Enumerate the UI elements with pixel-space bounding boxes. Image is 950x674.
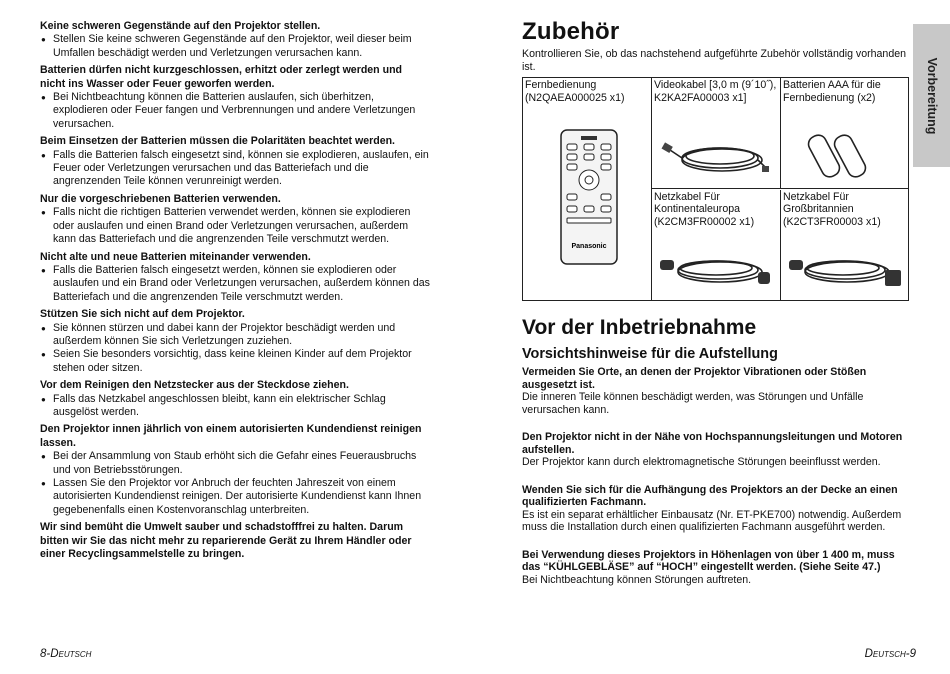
- precaution-heading: Wenden Sie sich für die Aufhängung des Projektors an der Decke an einen qualifizierten Fachmann.: [522, 483, 898, 508]
- video-cable-label: Videokabel [3,0 m (9´10˝), K2KA2FA00003 x1]: [654, 79, 777, 104]
- section-title: Vor der Inbetriebnahme: [522, 316, 757, 339]
- warning-bullet: ● Bei Nichtbeachtung können die Batterien auslaufen, sich überhitzen, explodieren oder Feuer fangen und Verbrennungen und andere Verletzungen verursachen.: [40, 91, 430, 131]
- warning-section: [40, 423, 430, 517]
- precaution-block: [522, 484, 908, 534]
- precaution-block: [522, 431, 908, 469]
- precaution-text: Bei Nichtbeachtung können Störungen auftreten.: [522, 573, 752, 586]
- warning-section: [40, 20, 430, 60]
- accessories-title: Zubehör: [522, 18, 620, 45]
- warning-heading: Vor dem Reinigen den Netzstecker aus der Steckdose ziehen.: [40, 379, 349, 392]
- warning-section: [40, 135, 430, 189]
- warning-bullet: ● Stellen Sie keine schweren Gegenstände auf den Projektor, weil dieser beim Umfallen beschädigt werden und Verletzungen verursachen kann.: [40, 33, 430, 60]
- page-number-left: 8-Deutsch: [40, 648, 92, 660]
- page-number-right: Deutsch-9: [864, 648, 916, 660]
- video-cable-cell: [652, 78, 781, 189]
- warning-bullet: ● Falls die Batterien falsch eingesetzt werden, können sie explodieren oder auslaufen und ein Brand oder Verletzungen verursachen, außerdem können das Batteriefach und die angrenzenden Teile verschmutzt werden.: [40, 264, 430, 304]
- warning-bullet: ● Falls die Batterien falsch eingesetzt sind, können sie explodieren, auslaufen, ein Feuer oder Verletzungen verursachen und das Batteriefach und die angrenzenden Teile können verunreinigt werden.: [40, 149, 430, 189]
- remote-cell: [523, 78, 652, 300]
- warning-bullet: ● Seien Sie besonders vorsichtig, dass keine kleinen Kinder auf dem Projektor stehen oder sitzen.: [40, 348, 430, 375]
- power-cord-eu-label: Netzkabel Für Kontinentaleuropa (K2CM3FR00002 x1): [654, 190, 755, 228]
- remote-label: Fernbedienung (N2QAEA000025 x1): [525, 79, 625, 104]
- chapter-tab: [913, 24, 950, 167]
- remote-brand-text: Panasonic: [571, 243, 607, 250]
- warning-section: [40, 64, 430, 131]
- left-column: [40, 20, 430, 572]
- precaution-block: [522, 366, 908, 416]
- warning-heading: Batterien dürfen nicht kurzgeschlossen, erhitzt oder zerlegt werden und nicht ins Wasser oder Feuer geworfen werden.: [40, 64, 403, 90]
- remote-control-icon: [557, 128, 621, 268]
- warning-bullet: ● Falls das Netzkabel angeschlossen bleibt, kann ein elektrischer Schlag ausgelöst werden.: [40, 393, 430, 420]
- power-cord-eu-icon: [658, 246, 774, 292]
- warning-bullet: ● Bei der Ansammlung von Staub erhöht sich die Gefahr eines Feuerausbruchs und von Betriebsstörungen.: [40, 450, 430, 477]
- environment-note: Wir sind bemüht die Umwelt sauber und schadstofffrei zu halten. Darum bitten wir Sie das nicht mehr zu reparierende Gerät zu Ihrem Händler oder einer Recyclingsammelstelle zu bringen.: [40, 521, 412, 561]
- warning-heading: Nicht alte und neue Batterien miteinander verwenden.: [40, 250, 311, 263]
- batteries-cell: [781, 78, 909, 189]
- warning-heading: Den Projektor innen jährlich von einem autorisierten Kundendienst reinigen lassen.: [40, 423, 422, 449]
- batteries-label: Batterien AAA für die Fernbedienung (x2): [783, 79, 881, 104]
- accessories-intro: Kontrollieren Sie, ob das nachstehend aufgeführte Zubehör vollständig vorhanden ist.: [522, 48, 906, 73]
- precaution-heading: Vermeiden Sie Orte, an denen der Projektor Vibrationen oder Stößen ausgesetzt ist.: [522, 366, 867, 391]
- battery-icon: [807, 126, 887, 184]
- right-column: [522, 18, 908, 601]
- warning-heading: Stützen Sie sich nicht auf dem Projektor.: [40, 308, 245, 321]
- warning-bullet: ● Lassen Sie den Projektor vor Anbruch der feuchten Jahreszeit von einem autorisierten Kundendienst reinigen. Der autorisierte Kundendienst kann Ihnen gegebenenfalls einen Kostenvoranschlag unterbreiten.: [40, 477, 430, 517]
- warning-heading: Keine schweren Gegenstände auf den Projektor stellen.: [40, 20, 321, 32]
- warning-heading: Nur die vorgeschriebenen Batterien verwenden.: [40, 192, 281, 205]
- warning-bullet: ● Falls nicht die richtigen Batterien verwendet werden, können sie explodieren oder auslaufen und einen Brand oder Verletzungen verursachen, außerdem kann das Batteriefach und die angrenzenden Teile verschmutzt werden.: [40, 206, 430, 246]
- precaution-heading: Bei Verwendung dieses Projektors in Höhenlagen von über 1 400 m, muss das “KÜHLGEBLÄSE” auf “HOCH” eingestellt werden. (Siehe Seite 47.): [522, 548, 895, 573]
- warning-section: [40, 193, 430, 247]
- precaution-text: Der Projektor kann durch elektromagnetische Störungen beeinflusst werden.: [522, 456, 881, 468]
- warning-section: [40, 251, 430, 305]
- precaution-text: Es ist ein separat erhältlicher Einbausatz (Nr. ET-PKE700) notwendig. Außerdem muss die Installation durch einen qualifizierten Fachmann ausgeführt werden.: [522, 508, 902, 533]
- power-cord-eu-cell: [652, 190, 781, 300]
- accessories-table: [522, 77, 909, 301]
- warning-bullet: ● Sie können stürzen und dabei kann der Projektor beschädigt werden und außerdem können Sie sich Verletzungen zuziehen.: [40, 322, 430, 349]
- precaution-heading: Den Projektor nicht in der Nähe von Hochspannungsleitungen und Motoren aufstellen.: [522, 431, 903, 456]
- power-cord-uk-icon: [787, 246, 903, 292]
- subsection-title: Vorsichtshinweise für die Aufstellung: [522, 346, 778, 362]
- precaution-text: Die inneren Teile können beschädigt werden, was Störungen und Unfälle verursachen kann.: [522, 391, 864, 416]
- precaution-block: [522, 549, 908, 587]
- warning-section: [40, 308, 430, 375]
- video-cable-icon: [660, 130, 770, 180]
- chapter-tab-label: Vorbereitung: [924, 57, 939, 134]
- warning-heading: Beim Einsetzen der Batterien müssen die Polaritäten beachtet werden.: [40, 135, 395, 148]
- power-cord-uk-cell: [781, 190, 909, 300]
- power-cord-uk-label: Netzkabel Für Großbritannien (K2CT3FR00003 x1): [783, 190, 881, 228]
- warning-section: [40, 379, 430, 419]
